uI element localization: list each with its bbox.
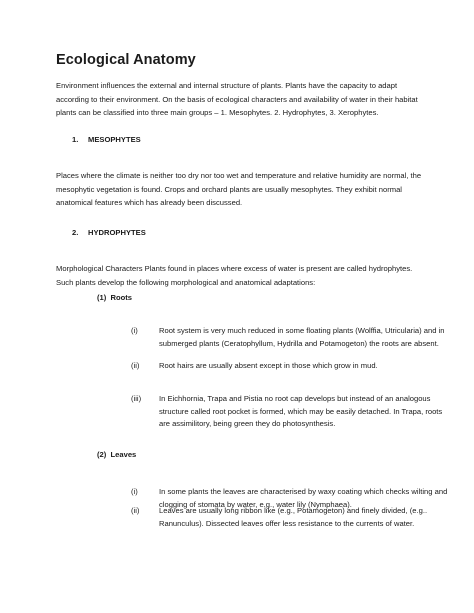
- subsection-title: Roots: [110, 293, 133, 302]
- list-item-marker: (iii): [131, 394, 142, 403]
- section-number: 1.: [72, 135, 79, 144]
- list-item-marker: (i): [131, 326, 138, 335]
- list-item-marker: (ii): [131, 361, 140, 370]
- subsection-heading-leaves: [97, 449, 136, 461]
- section-title: MESOPHYTES: [88, 135, 141, 144]
- list-item-text: Root hairs are usually absent except in those which grow in mud.: [159, 361, 378, 370]
- section-title: HYDROPHYTES: [88, 228, 146, 237]
- page-title: Ecological Anatomy: [56, 52, 196, 68]
- subsection-heading-roots: [97, 292, 132, 304]
- list-item-text: Root system is very much reduced in some floating plants (Wolffia, Utricularia) and in submerged plants (Ceratophyllum, Hydrilla and Potamogeton) the roots are absent.: [159, 326, 445, 348]
- list-item-marker: (ii): [131, 506, 140, 515]
- section-heading-hydrophytes: [72, 227, 146, 239]
- intro-paragraph: Environment influences the external and internal structure of plants. Plants have the capacity to adapt according to their environment. On the basis of ecological characters and availability of water in their habitat plants can be classified into three main groups – 1. Mesophytes. 2. Hydrophytes, 3. Xerophytes.: [56, 81, 418, 117]
- section-number: 2.: [72, 228, 79, 237]
- list-item-text: In some plants the leaves are characterised by waxy coating which checks wilting and clogging of stomata by water, e.g., water lily (Nymphaea).: [159, 487, 448, 509]
- mesophytes-paragraph: Places where the climate is neither too dry nor too wet and temperature and relative humidity are normal, the mesophytic vegetation is found. Crops and orchard plants are usually mesophytes. They exhibit normal anatomical features which has already been discussed.: [56, 171, 422, 207]
- subsection-number: (1): [97, 293, 107, 302]
- list-item-marker: (i): [131, 487, 138, 496]
- section-heading-mesophytes: [72, 134, 141, 146]
- list-item-text: In Eichhornia, Trapa and Pistia no root cap develops but instead of an analogous structure called root pocket is formed, which may be easily detached. In Trapa, roots are assimilitory, being green they do photosynthesis.: [159, 394, 443, 429]
- hydrophytes-paragraph: Morphological Characters Plants found in places where excess of water is present are called hydrophytes. Such plants develop the following morphological and anatomical adaptations:: [56, 264, 413, 287]
- list-item-text: Leaves are usually long ribbon like (e.g., Potamogeton) and finely divided, (e.g.. Ranunculus). Dissected leaves offer less resistance to the currents of water.: [159, 506, 428, 528]
- subsection-title: Leaves: [110, 450, 137, 459]
- subsection-number: (2): [97, 450, 107, 459]
